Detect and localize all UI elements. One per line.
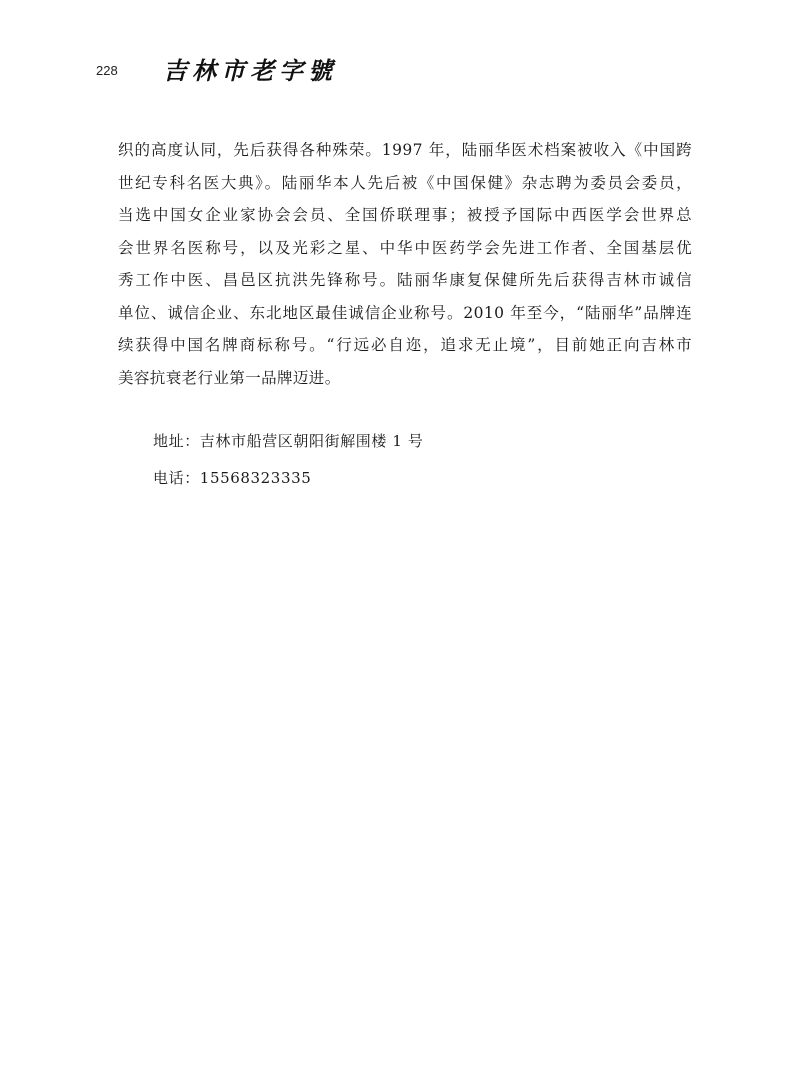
text-line: 当选中国女企业家协会会员、全国侨联理事；被授予国际中西医学会世界总 xyxy=(118,206,692,224)
text-line: 会世界名医称号，以及光彩之星、中华中医药学会先进工作者、全国基层优 xyxy=(118,238,692,257)
text-line: 续获得中国名牌商标称号。“行远必自迩，追求无止境”，目前她正向吉林市 xyxy=(118,336,692,354)
address-line: 地址：吉林市船营区朝阳街解围楼 1 号 xyxy=(153,432,424,450)
text-line: 世纪专科名医大典》。陆丽华本人先后被《中国保健》杂志聘为委员会委员， xyxy=(118,173,692,192)
phone-line: 电话：15568323335 xyxy=(153,469,312,487)
text-line: 秀工作中医、昌邑区抗洪先锋称号。陆丽华康复保健所先后获得吉林市诚信 xyxy=(118,271,692,289)
body-paragraph xyxy=(118,134,692,394)
text-line: 单位、诚信企业、东北地区最佳诚信企业称号。2010 年至今，“陆丽华”品牌连 xyxy=(118,303,692,322)
text-line: 美容抗衰老行业第一品牌迈进。 xyxy=(118,368,341,387)
page-number: 228 xyxy=(96,63,118,78)
book-title: 吉林市老字號 xyxy=(163,56,337,85)
text-line: 织的高度认同，先后获得各种殊荣。1997 年，陆丽华医术档案被收入《中国跨 xyxy=(118,141,692,159)
